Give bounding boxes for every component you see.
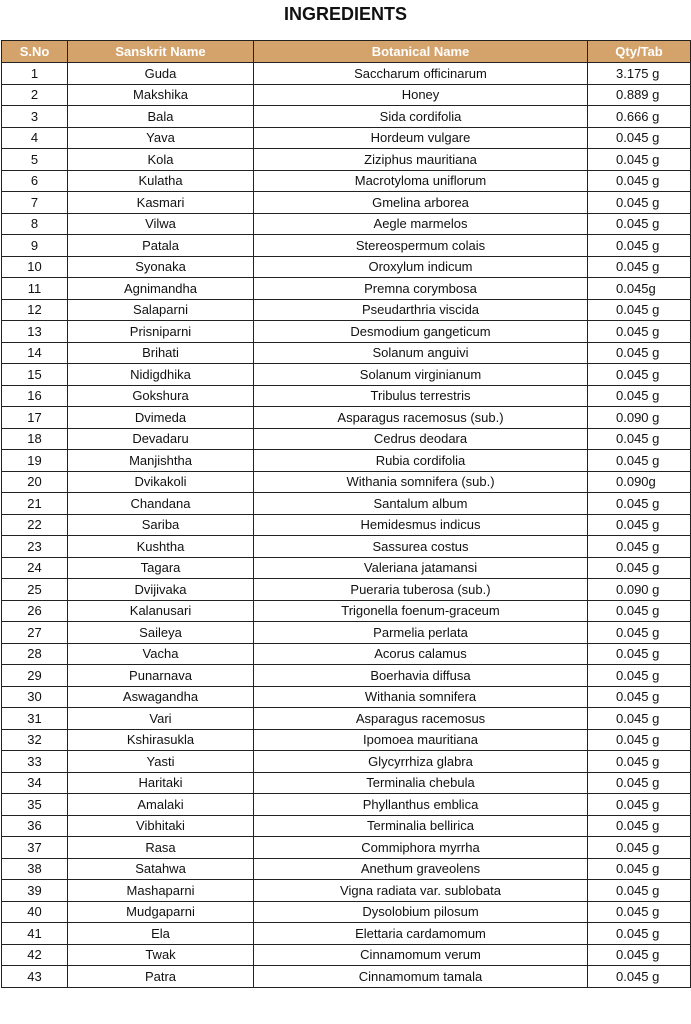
cell-qty: 0.045 g [588, 514, 691, 536]
cell-sno: 30 [2, 686, 68, 708]
table-row [2, 170, 691, 192]
cell-qty: 0.045 g [588, 729, 691, 751]
cell-botanical-name: Terminalia chebula [254, 772, 588, 794]
cell-sanskrit-name: Kushtha [68, 536, 254, 558]
cell-qty: 0.045 g [588, 643, 691, 665]
cell-sanskrit-name: Chandana [68, 493, 254, 515]
table-row [2, 794, 691, 816]
cell-sanskrit-name: Rasa [68, 837, 254, 859]
cell-qty: 0.090 g [588, 407, 691, 429]
table-row [2, 772, 691, 794]
cell-sno: 18 [2, 428, 68, 450]
cell-sno: 8 [2, 213, 68, 235]
table-row [2, 944, 691, 966]
cell-qty: 0.045 g [588, 385, 691, 407]
table-row [2, 342, 691, 364]
cell-sanskrit-name: Dvikakoli [68, 471, 254, 493]
cell-sanskrit-name: Kalanusari [68, 600, 254, 622]
cell-sno: 1 [2, 63, 68, 85]
table-row [2, 299, 691, 321]
cell-botanical-name: Pueraria tuberosa (sub.) [254, 579, 588, 601]
table-row [2, 278, 691, 300]
cell-qty: 0.045 g [588, 428, 691, 450]
table-row [2, 708, 691, 730]
cell-qty: 0.045 g [588, 557, 691, 579]
cell-sanskrit-name: Vilwa [68, 213, 254, 235]
cell-sanskrit-name: Satahwa [68, 858, 254, 880]
cell-sno: 5 [2, 149, 68, 171]
cell-sno: 29 [2, 665, 68, 687]
table-row [2, 686, 691, 708]
cell-sanskrit-name: Syonaka [68, 256, 254, 278]
cell-qty: 0.045 g [588, 213, 691, 235]
cell-botanical-name: Macrotyloma uniflorum [254, 170, 588, 192]
cell-botanical-name: Desmodium gangeticum [254, 321, 588, 343]
cell-sanskrit-name: Saileya [68, 622, 254, 644]
table-row [2, 213, 691, 235]
cell-qty: 0.045 g [588, 299, 691, 321]
cell-botanical-name: Anethum graveolens [254, 858, 588, 880]
table-row [2, 751, 691, 773]
cell-sno: 20 [2, 471, 68, 493]
cell-sanskrit-name: Patala [68, 235, 254, 257]
cell-qty: 0.045 g [588, 772, 691, 794]
cell-sanskrit-name: Kola [68, 149, 254, 171]
table-row [2, 966, 691, 988]
cell-botanical-name: Glycyrrhiza glabra [254, 751, 588, 773]
table-row [2, 428, 691, 450]
table-row [2, 579, 691, 601]
cell-sanskrit-name: Vibhitaki [68, 815, 254, 837]
cell-botanical-name: Gmelina arborea [254, 192, 588, 214]
cell-sanskrit-name: Kulatha [68, 170, 254, 192]
cell-sanskrit-name: Haritaki [68, 772, 254, 794]
cell-qty: 0.045 g [588, 815, 691, 837]
table-body [2, 63, 691, 988]
cell-qty: 0.045 g [588, 600, 691, 622]
cell-botanical-name: Trigonella foenum-graceum [254, 600, 588, 622]
column-header-botanical-name: Botanical Name [254, 41, 588, 63]
cell-botanical-name: Asparagus racemosus (sub.) [254, 407, 588, 429]
cell-sno: 28 [2, 643, 68, 665]
page-title: INGREDIENTS [283, 4, 407, 24]
cell-sanskrit-name: Prisniparni [68, 321, 254, 343]
cell-sno: 42 [2, 944, 68, 966]
cell-sanskrit-name: Agnimandha [68, 278, 254, 300]
cell-botanical-name: Boerhavia diffusa [254, 665, 588, 687]
cell-botanical-name: Pseudarthria viscida [254, 299, 588, 321]
cell-qty: 0.045 g [588, 342, 691, 364]
cell-sno: 7 [2, 192, 68, 214]
cell-qty: 0.045 g [588, 837, 691, 859]
table-row [2, 63, 691, 85]
table-row [2, 385, 691, 407]
cell-qty: 0.045 g [588, 923, 691, 945]
cell-qty: 0.045 g [588, 901, 691, 923]
cell-sno: 14 [2, 342, 68, 364]
cell-qty: 0.045 g [588, 794, 691, 816]
cell-sanskrit-name: Mashaparni [68, 880, 254, 902]
table-row [2, 923, 691, 945]
cell-sanskrit-name: Sariba [68, 514, 254, 536]
ingredients-table [1, 40, 691, 988]
cell-botanical-name: Rubia cordifolia [254, 450, 588, 472]
cell-sno: 37 [2, 837, 68, 859]
table-row [2, 364, 691, 386]
cell-sanskrit-name: Aswagandha [68, 686, 254, 708]
cell-sno: 24 [2, 557, 68, 579]
cell-sanskrit-name: Yava [68, 127, 254, 149]
cell-sanskrit-name: Salaparni [68, 299, 254, 321]
table-header [2, 41, 691, 63]
cell-qty: 0.045 g [588, 708, 691, 730]
cell-sanskrit-name: Guda [68, 63, 254, 85]
cell-sno: 11 [2, 278, 68, 300]
cell-sno: 35 [2, 794, 68, 816]
cell-sanskrit-name: Yasti [68, 751, 254, 773]
cell-botanical-name: Parmelia perlata [254, 622, 588, 644]
cell-sanskrit-name: Manjishtha [68, 450, 254, 472]
cell-sno: 40 [2, 901, 68, 923]
cell-qty: 0.045 g [588, 665, 691, 687]
cell-sno: 2 [2, 84, 68, 106]
cell-botanical-name: Honey [254, 84, 588, 106]
cell-sno: 19 [2, 450, 68, 472]
cell-qty: 0.045 g [588, 192, 691, 214]
cell-botanical-name: Premna corymbosa [254, 278, 588, 300]
cell-sno: 16 [2, 385, 68, 407]
cell-botanical-name: Aegle marmelos [254, 213, 588, 235]
cell-botanical-name: Sida cordifolia [254, 106, 588, 128]
cell-sanskrit-name: Punarnava [68, 665, 254, 687]
cell-botanical-name: Sassurea costus [254, 536, 588, 558]
cell-sno: 9 [2, 235, 68, 257]
cell-sno: 23 [2, 536, 68, 558]
cell-botanical-name: Withania somnifera [254, 686, 588, 708]
cell-qty: 0.045 g [588, 880, 691, 902]
cell-sanskrit-name: Bala [68, 106, 254, 128]
cell-sno: 25 [2, 579, 68, 601]
cell-botanical-name: Asparagus racemosus [254, 708, 588, 730]
cell-sno: 32 [2, 729, 68, 751]
cell-qty: 0.090g [588, 471, 691, 493]
table-row [2, 557, 691, 579]
cell-sno: 27 [2, 622, 68, 644]
cell-sno: 22 [2, 514, 68, 536]
cell-qty: 0.045 g [588, 127, 691, 149]
table-row [2, 235, 691, 257]
cell-botanical-name: Tribulus terrestris [254, 385, 588, 407]
cell-qty: 0.045g [588, 278, 691, 300]
cell-botanical-name: Oroxylum indicum [254, 256, 588, 278]
table-row [2, 880, 691, 902]
cell-qty: 0.666 g [588, 106, 691, 128]
cell-botanical-name: Cinnamomum verum [254, 944, 588, 966]
cell-sno: 38 [2, 858, 68, 880]
cell-sno: 31 [2, 708, 68, 730]
cell-qty: 3.175 g [588, 63, 691, 85]
cell-botanical-name: Cinnamomum tamala [254, 966, 588, 988]
cell-qty: 0.045 g [588, 944, 691, 966]
cell-sanskrit-name: Mudgaparni [68, 901, 254, 923]
cell-sno: 34 [2, 772, 68, 794]
cell-botanical-name: Dysolobium pilosum [254, 901, 588, 923]
table-row [2, 622, 691, 644]
table-row [2, 729, 691, 751]
cell-sno: 33 [2, 751, 68, 773]
table-row [2, 858, 691, 880]
cell-sno: 13 [2, 321, 68, 343]
cell-sno: 41 [2, 923, 68, 945]
cell-sanskrit-name: Kasmari [68, 192, 254, 214]
cell-botanical-name: Solanum virginianum [254, 364, 588, 386]
cell-qty: 0.045 g [588, 686, 691, 708]
table-row [2, 643, 691, 665]
cell-botanical-name: Acorus calamus [254, 643, 588, 665]
cell-sanskrit-name: Devadaru [68, 428, 254, 450]
table-row [2, 837, 691, 859]
cell-sno: 12 [2, 299, 68, 321]
cell-qty: 0.045 g [588, 256, 691, 278]
cell-botanical-name: Elettaria cardamomum [254, 923, 588, 945]
cell-qty: 0.889 g [588, 84, 691, 106]
cell-sno: 21 [2, 493, 68, 515]
cell-botanical-name: Hordeum vulgare [254, 127, 588, 149]
cell-botanical-name: Terminalia bellirica [254, 815, 588, 837]
cell-sanskrit-name: Gokshura [68, 385, 254, 407]
cell-sanskrit-name: Dvimeda [68, 407, 254, 429]
cell-botanical-name: Hemidesmus indicus [254, 514, 588, 536]
cell-sanskrit-name: Amalaki [68, 794, 254, 816]
cell-botanical-name: Vigna radiata var. sublobata [254, 880, 588, 902]
cell-botanical-name: Solanum anguivi [254, 342, 588, 364]
table-row [2, 536, 691, 558]
table-row [2, 901, 691, 923]
cell-sanskrit-name: Twak [68, 944, 254, 966]
table-row [2, 665, 691, 687]
cell-botanical-name: Phyllanthus emblica [254, 794, 588, 816]
cell-qty: 0.045 g [588, 364, 691, 386]
cell-sno: 36 [2, 815, 68, 837]
cell-sno: 17 [2, 407, 68, 429]
cell-sno: 39 [2, 880, 68, 902]
cell-sanskrit-name: Nidigdhika [68, 364, 254, 386]
cell-sno: 43 [2, 966, 68, 988]
column-header-sanskrit-name: Sanskrit Name [68, 41, 254, 63]
header-row [2, 41, 691, 63]
cell-sno: 15 [2, 364, 68, 386]
cell-qty: 0.045 g [588, 536, 691, 558]
cell-sanskrit-name: Vari [68, 708, 254, 730]
table-row [2, 450, 691, 472]
column-header-sno: S.No [2, 41, 68, 63]
cell-sno: 3 [2, 106, 68, 128]
cell-qty: 0.045 g [588, 149, 691, 171]
table-row [2, 321, 691, 343]
table-row [2, 192, 691, 214]
cell-sno: 10 [2, 256, 68, 278]
table-row [2, 256, 691, 278]
cell-botanical-name: Withania somnifera (sub.) [254, 471, 588, 493]
table-row [2, 514, 691, 536]
table-row [2, 600, 691, 622]
cell-sno: 4 [2, 127, 68, 149]
cell-sanskrit-name: Dvijivaka [68, 579, 254, 601]
table-row [2, 106, 691, 128]
column-header-qty-tab: Qty/Tab [588, 41, 691, 63]
table-row [2, 815, 691, 837]
cell-sno: 6 [2, 170, 68, 192]
cell-botanical-name: Commiphora myrrha [254, 837, 588, 859]
cell-botanical-name: Santalum album [254, 493, 588, 515]
cell-qty: 0.045 g [588, 235, 691, 257]
cell-sanskrit-name: Tagara [68, 557, 254, 579]
cell-botanical-name: Saccharum officinarum [254, 63, 588, 85]
cell-qty: 0.045 g [588, 622, 691, 644]
cell-qty: 0.090 g [588, 579, 691, 601]
cell-botanical-name: Stereospermum colais [254, 235, 588, 257]
cell-qty: 0.045 g [588, 450, 691, 472]
cell-sanskrit-name: Kshirasukla [68, 729, 254, 751]
cell-qty: 0.045 g [588, 170, 691, 192]
cell-sanskrit-name: Ela [68, 923, 254, 945]
table-row [2, 127, 691, 149]
cell-botanical-name: Valeriana jatamansi [254, 557, 588, 579]
cell-qty: 0.045 g [588, 321, 691, 343]
cell-qty: 0.045 g [588, 493, 691, 515]
cell-qty: 0.045 g [588, 751, 691, 773]
cell-sanskrit-name: Brihati [68, 342, 254, 364]
cell-botanical-name: Cedrus deodara [254, 428, 588, 450]
cell-qty: 0.045 g [588, 858, 691, 880]
table-row [2, 493, 691, 515]
table-row [2, 471, 691, 493]
table-row [2, 149, 691, 171]
cell-qty: 0.045 g [588, 966, 691, 988]
cell-sanskrit-name: Makshika [68, 84, 254, 106]
table-row [2, 84, 691, 106]
cell-botanical-name: Ziziphus mauritiana [254, 149, 588, 171]
cell-sanskrit-name: Patra [68, 966, 254, 988]
cell-sno: 26 [2, 600, 68, 622]
cell-botanical-name: Ipomoea mauritiana [254, 729, 588, 751]
table-row [2, 407, 691, 429]
cell-sanskrit-name: Vacha [68, 643, 254, 665]
